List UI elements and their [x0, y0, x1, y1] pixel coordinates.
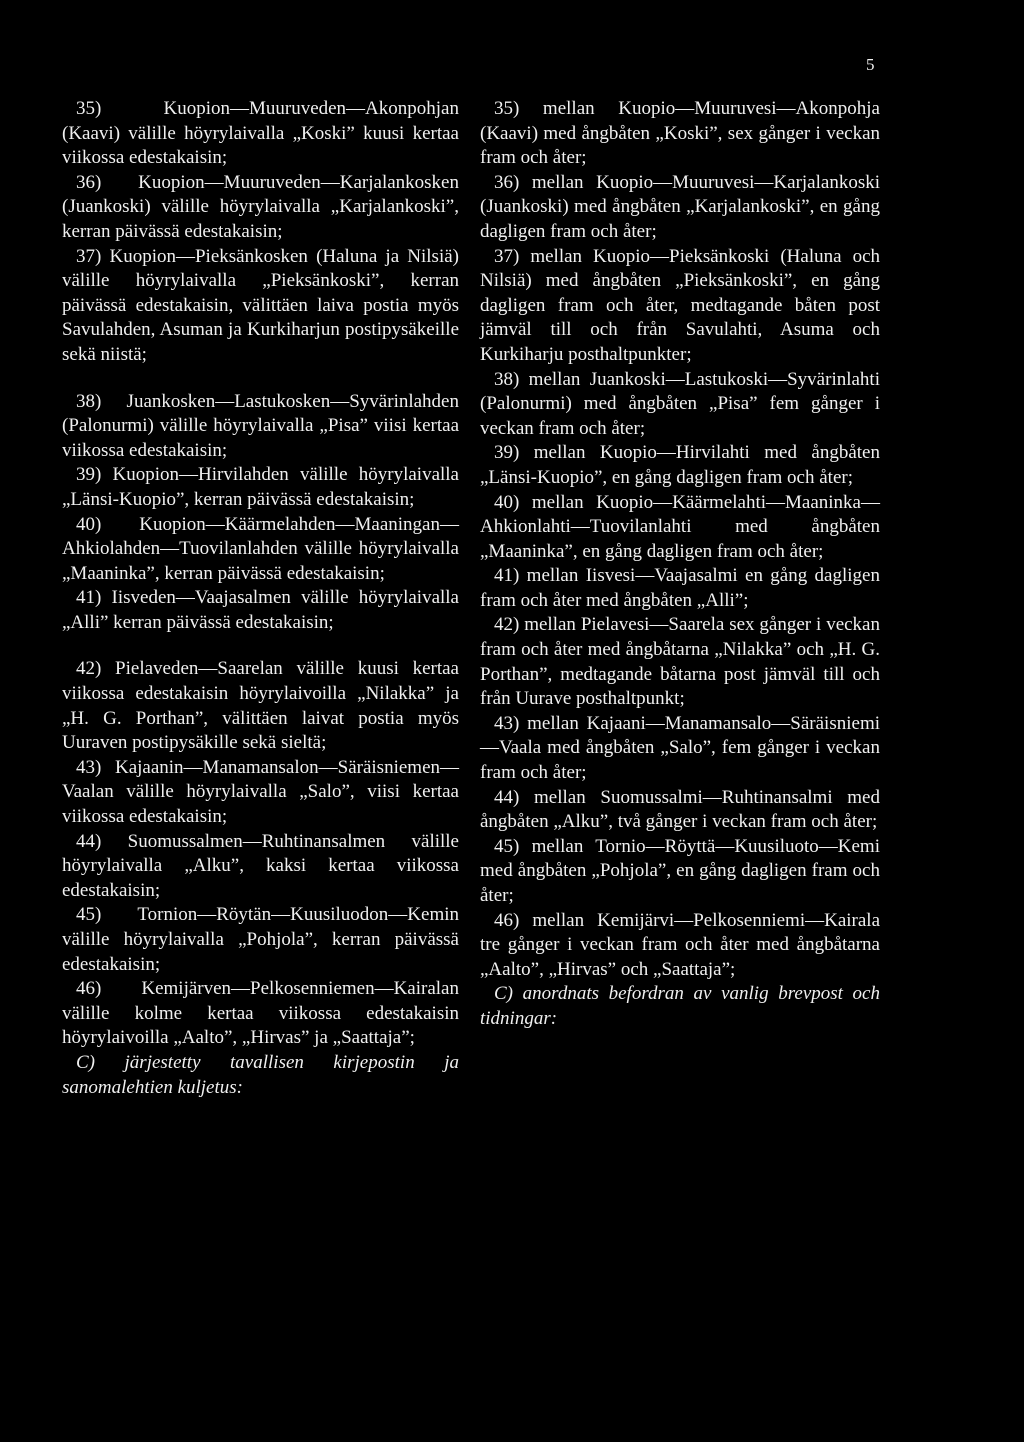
fi-entry-43: 43) Kajaanin—Manamansalon—Säräisniemen—Vaalan välille höyrylaivalla „Salo”, viisi kertaa viikossa edestakaisin; — [62, 756, 459, 828]
sv-entry-44: 44) mellan Suomussalmi—Ruhtinansalmi med ångbåten „Alku”, två gånger i veckan fram och åter; — [480, 786, 880, 833]
sv-entry-35: 35) mellan Kuopio—Muuruvesi—Akonpohja (Kaavi) med ångbåten „Koski”, sex gånger i veckan fram och åter; — [480, 98, 880, 169]
fi-entry-40: 40) Kuopion—Käärmelahden—Maaningan—Ahkiolahden—Tuovilanlahden välille höyrylaivalla „Maaninka”, kerran päivässä edestakaisin; — [62, 513, 459, 584]
fi-entry-39: 39) Kuopion—Hirvilahden välille höyrylaivalla „Länsi-Kuopio”, kerran päivässä edestakaisin; — [62, 464, 459, 510]
sv-section-c-heading: C) anordnats befordran av vanlig brevpost och tidningar: — [480, 983, 880, 1029]
sv-entry-38: 38) mellan Juankoski—Lastukoski—Syvärinlahti (Palonurmi) med ångbåten „Pisa” fem gånger i veckan fram och åter; — [480, 368, 880, 439]
fi-entry-44: 44) Suomussalmen—Ruhtinansalmen välille höyrylaivalla „Alku”, kaksi kertaa viikossa edestakaisin; — [62, 830, 459, 901]
fi-entry-42: 42) Pielaveden—Saarelan välille kuusi kertaa viikossa edestakaisin höyrylaivoilla „Nilakka” ja „H. G. Porthan”, välittäen laivat postia myös Uuraven postipysäkille sekä sieltä; — [62, 658, 459, 754]
sv-entry-41: 41) mellan Iisvesi—Vaajasalmi en gång dagligen fram och åter med ångbåten „Alli”; — [480, 565, 880, 611]
fi-entry-36: 36) Kuopion—Muuruveden—Karjalankosken (Juankoski) välille höyrylaivalla „Karjalankoski”, kerran päivässä edestakaisin; — [62, 171, 459, 242]
fi-entry-41: 41) Iisveden—Vaajasalmen välille höyrylaivalla „Alli” kerran päivässä edestakaisin; — [62, 587, 459, 633]
fi-section-c-heading: C) järjestetty tavallisen kirjepostin ja sanomalehtien kuljetus: — [62, 1051, 459, 1098]
fi-entry-35: 35) Kuopion—Muuruveden—Akonpohjan (Kaavi) välille höyrylaivalla „Koski” kuusi kertaa viikossa edestakaisin; — [62, 98, 459, 169]
sv-entry-46: 46) mellan Kemijärvi—Pelkosenniemi—Kairala tre gånger i veckan fram och åter med ångbåtarna „Aalto”, „Hirvas” och „Saattaja”; — [480, 909, 880, 980]
sv-entry-37: 37) mellan Kuopio—Pieksänkoski (Haluna och Nilsiä) med ångbåten „Pieksänkoski”, en gång dagligen fram och åter, medtagande båten post jämväl till och från Savulahti, Asuma och Kurkiharju posthaltpunkter; — [480, 245, 880, 365]
sv-entry-45: 45) mellan Tornio—Röyttä—Kuusiluoto—Kemi med ångbåten „Pohjola”, en gång dagligen fram och åter; — [480, 835, 880, 906]
fi-entry-38: 38) Juankosken—Lastukosken—Syvärinlahden (Palonurmi) välille höyrylaivalla „Pisa” viisi kertaa viikossa edestakaisin; — [62, 390, 459, 461]
sv-entry-36: 36) mellan Kuopio—Muuruvesi—Karjalankoski (Juankoski) med ångbåten „Karjalankoski”, en gång dagligen fram och åter; — [480, 171, 880, 242]
sv-entry-42: 42) mellan Pielavesi—Saarela sex gånger i veckan fram och åter med ångbåtarna „Nilakka” och „H. G. Porthan”, medtagande båtarna post jämväl till och från Uurave posthaltpunkt; — [480, 614, 880, 710]
sv-entry-40: 40) mellan Kuopio—Käärmelahti—Maaninka—Ahkionlahti—Tuovilanlahti med ångbåten „Maaninka”, en gång dagligen fram och åter; — [480, 491, 880, 562]
sv-entry-43: 43) mellan Kajaani—Manamansalo—Säräisniemi—Vaala med ångbåten „Salo”, fem gånger i veckan fram och åter; — [480, 712, 880, 784]
fi-entry-45: 45) Tornion—Röytän—Kuusiluodon—Kemin välille höyrylaivalla „Pohjola”, kerran päivässä edestakaisin; — [62, 904, 459, 975]
fi-entry-37: 37) Kuopion—Pieksänkosken (Haluna ja Nilsiä) välille höyrylaivalla „Pieksänkoski”, kerran päivässä edestakaisin, välittäen laiva postia myös Savulahden, Asuman ja Kurkiharjun postipysäkeille sekä niistä; — [62, 245, 459, 365]
finnish-column — [62, 97, 459, 1100]
fi-entry-46: 46) Kemijärven—Pelkosenniemen—Kairalan välille kolme kertaa viikossa edestakaisin höyrylaivoilla „Aalto”, „Hirvas” ja „Saattaja”; — [62, 978, 459, 1049]
swedish-column — [480, 97, 880, 1032]
page-number: 5 — [866, 55, 875, 74]
sv-entry-39: 39) mellan Kuopio—Hirvilahti med ångbåten „Länsi-Kuopio”, en gång dagligen fram och åter; — [480, 442, 880, 488]
